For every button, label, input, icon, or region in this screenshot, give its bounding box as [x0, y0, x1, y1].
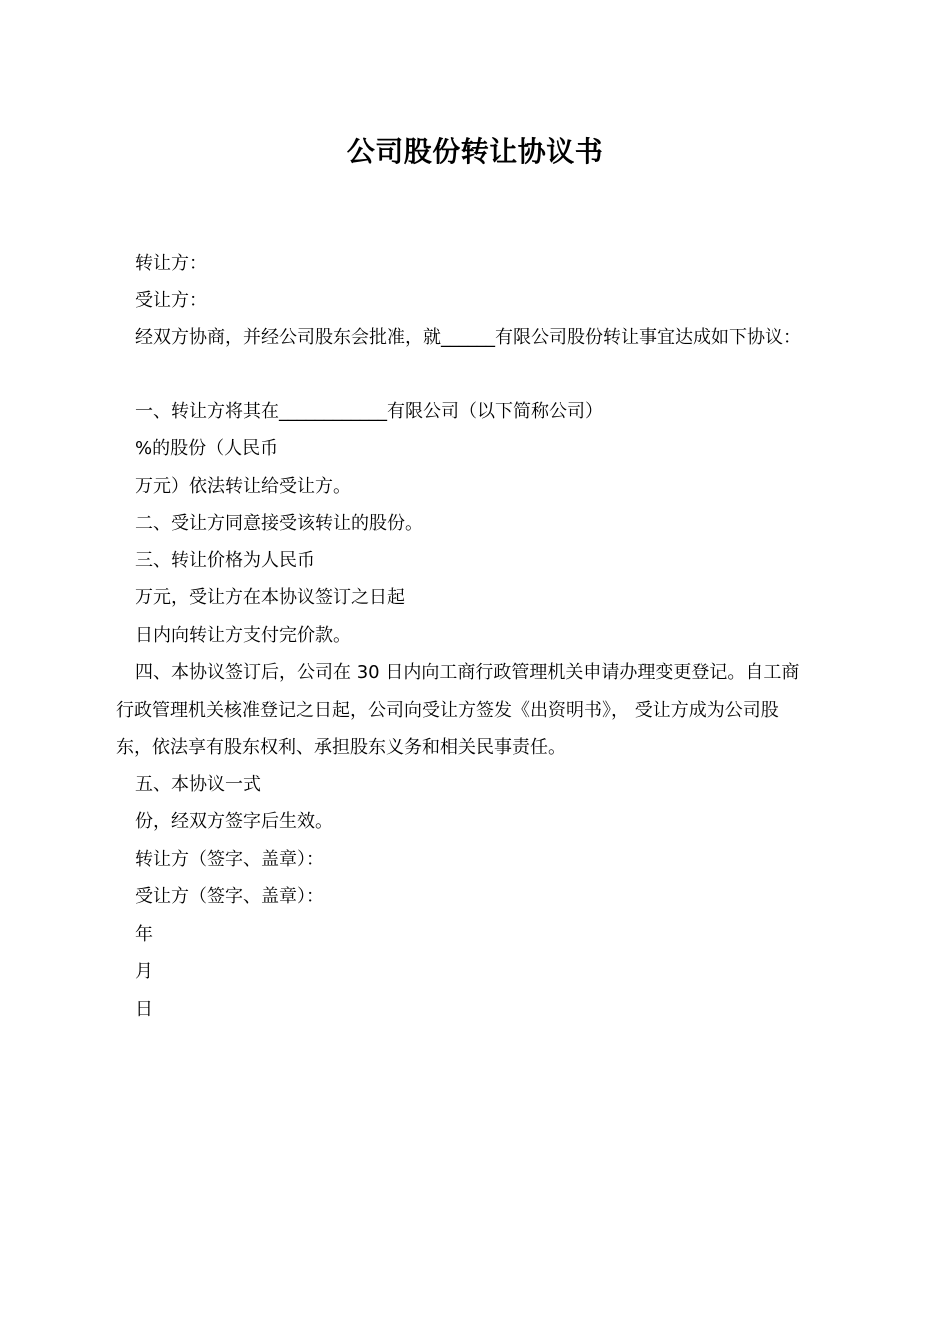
date-day: 日 [135, 999, 153, 1020]
transferee-line: 受让方： [135, 290, 207, 311]
date-year: 年 [135, 924, 153, 945]
clause-2-line: 二、受让方同意接受该转让的股份。 [135, 513, 423, 534]
clause-1-line-3: 万元）依法转让给受让方。 [135, 476, 351, 497]
clause-5-line-2: 份，经双方签字后生效。 [135, 811, 333, 832]
transferor-signature-line: 转让方（签字、盖章）： [135, 849, 324, 870]
clause-4-line-3: 东，依法享有股东权利、承担股东义务和相关民事责任。 [116, 737, 566, 758]
clause-3-line-3: 日内向转让方支付完价款。 [135, 625, 351, 646]
clause-1-line-1: 一、转让方将其在____________有限公司（以下简称公司） [135, 401, 603, 422]
document-title: 公司股份转让协议书 [346, 135, 604, 168]
clause-3-line-1: 三、转让价格为人民币 [135, 550, 315, 571]
transferor-line: 转让方： [135, 253, 207, 274]
clause-5-line-1: 五、本协议一式 [135, 774, 261, 795]
transferee-signature-line: 受让方（签字、盖章）： [135, 886, 324, 907]
clause-3-line-2: 万元，受让方在本协议签订之日起 [135, 587, 405, 608]
date-month: 月 [135, 961, 153, 982]
preamble-line: 经双方协商，并经公司股东会批准，就______有限公司股份转让事宜达成如下协议： [135, 327, 801, 348]
clause-4-line-1: 四、本协议签订后，公司在 30 日内向工商行政管理机关申请办理变更登记。自工商 [135, 662, 800, 683]
clause-1-line-2: %的股份（人民币 [135, 438, 279, 459]
clause-4-line-2: 行政管理机关核准登记之日起，公司向受让方签发《出资明书》， 受让方成为公司股 [116, 700, 779, 721]
